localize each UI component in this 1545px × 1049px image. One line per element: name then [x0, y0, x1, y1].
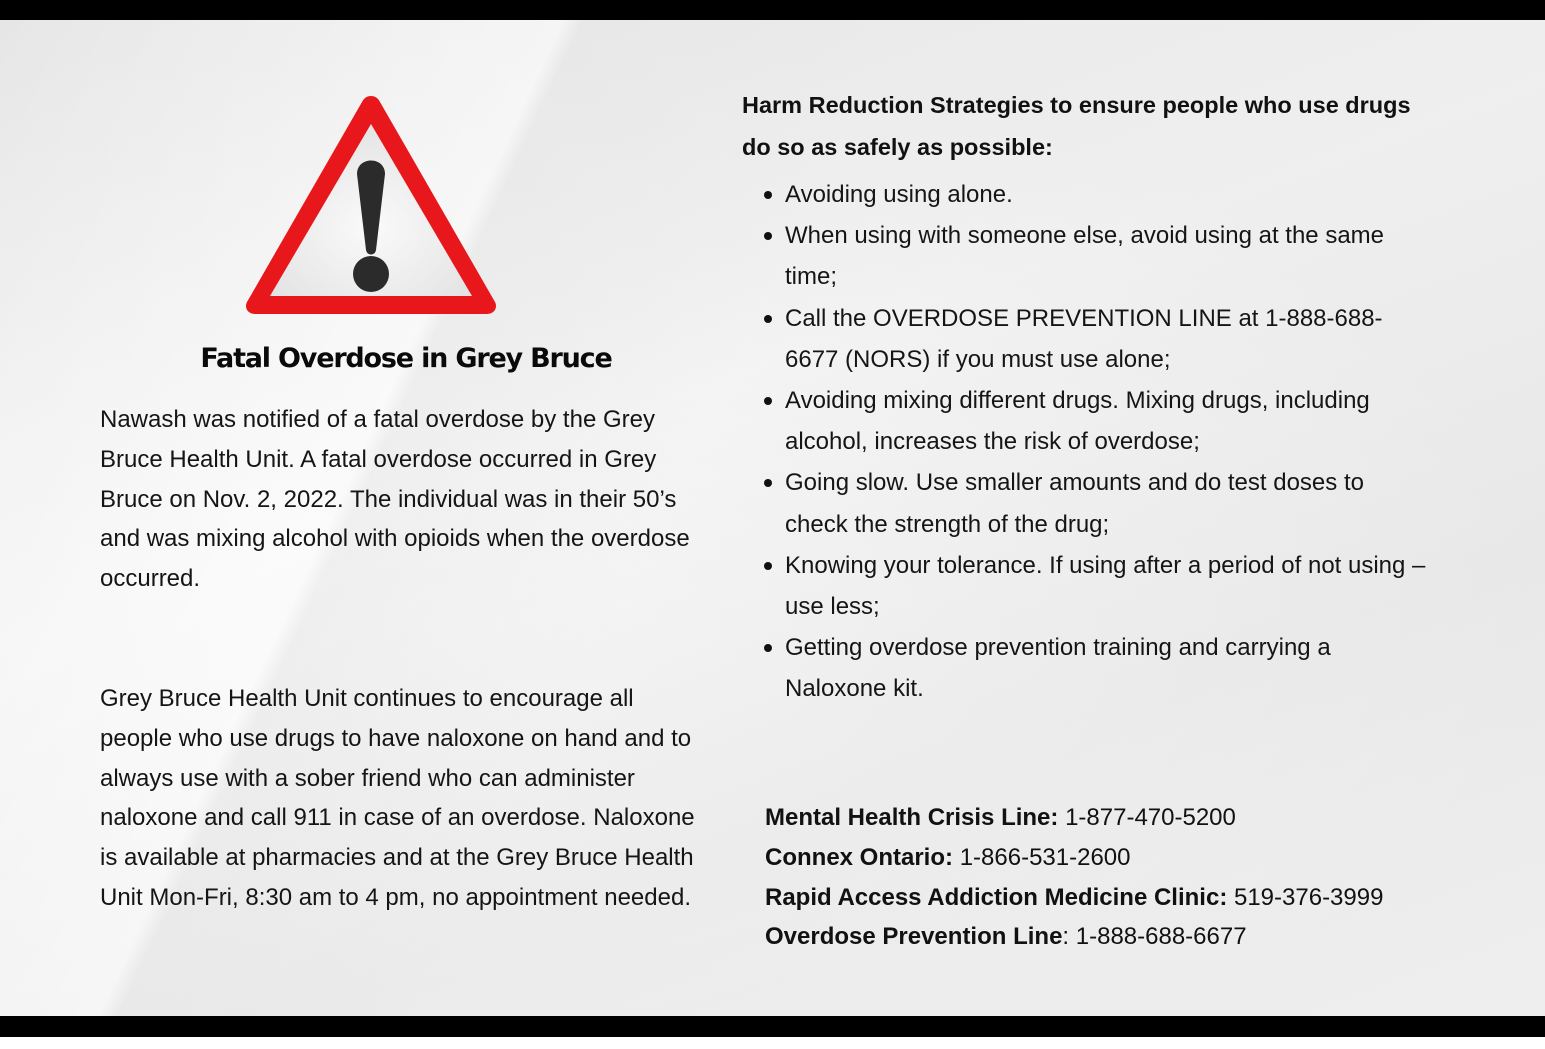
contact-connex-ontario [765, 838, 1525, 878]
strategy-text: When using with someone else, avoid using at the same time; [785, 222, 1385, 291]
naloxone-paragraph: Grey Bruce Health Unit continues to encourage all people who use drugs to have naloxone on hand and to always use with a sober friend who can administer naloxone and call 911 in case of an overdose. Naloxone is available at pharmacies and at the Grey Bruce Health Unit Mon-Fri, 8:30 am to 4 pm, no appointment needed. [100, 685, 695, 911]
strategy-text: Call the OVERDOSE PREVENTION LINE at 1-888-688-6677 (NORS) if you must use alone; [785, 304, 1383, 373]
strategy-item [742, 380, 1432, 462]
contact-overdose-prevention-line [765, 917, 1525, 957]
contact-number: 1-888-688-6677 [1075, 923, 1247, 951]
strategy-item [742, 298, 1432, 380]
contact-label: Rapid Access Addiction Medicine Clinic: [765, 883, 1228, 911]
contact-list [765, 798, 1525, 957]
top-frame-bar [0, 0, 1545, 20]
strategy-item [742, 174, 1432, 215]
bullet-icon [764, 479, 772, 487]
contact-mental-health-crisis-line [765, 798, 1525, 838]
strategy-item [742, 545, 1432, 627]
contact-number: 1-866-531-2600 [959, 843, 1131, 871]
bottom-frame-bar [0, 1016, 1545, 1037]
contact-label: Connex Ontario: [765, 843, 954, 871]
bullet-icon [764, 397, 772, 405]
contact-number: 1-877-470-5200 [1065, 804, 1236, 831]
incident-paragraph: Nawash was notified of a fatal overdose by the Grey Bruce Health Unit. A fatal overdose occurred in Grey Bruce on Nov. 2, 2022. The individual was in their 50’s and was mixing alcohol with opioids when the overdose occurred. [100, 406, 690, 593]
strategy-item [742, 627, 1432, 709]
strategies-list [742, 174, 1432, 710]
bullet-icon [764, 191, 772, 199]
bullet-icon [764, 562, 772, 570]
contact-rapid-access-clinic [765, 878, 1525, 918]
strategy-text: Avoiding mixing different drugs. Mixing drugs, including alcohol, increases the risk of overdose; [785, 387, 1370, 456]
contact-separator: : [1062, 923, 1070, 951]
strategy-text: Avoiding using alone. [785, 181, 1013, 208]
strategy-item [742, 462, 1432, 544]
contact-label: Overdose Prevention Line [765, 923, 1063, 951]
contact-label: Mental Health Crisis Line: [765, 804, 1059, 831]
strategy-text: Knowing your tolerance. If using after a period of not using – use less; [785, 551, 1426, 621]
strategy-item [742, 215, 1432, 297]
bullet-icon [764, 315, 772, 323]
exclamation-dot [353, 256, 389, 292]
bullet-icon [764, 644, 772, 652]
strategies-heading: Harm Reduction Strategies to ensure people who use drugs do so as safely as possible: [742, 92, 1411, 160]
warning-triangle-exclamation-icon [240, 90, 502, 318]
page-title: Fatal Overdose in Grey Bruce [200, 343, 612, 374]
bullet-icon [764, 232, 772, 240]
contact-number: 519-376-3999 [1233, 883, 1384, 911]
strategy-text: Getting overdose prevention training and carrying a Naloxone kit. [785, 634, 1331, 703]
strategy-text: Going slow. Use smaller amounts and do test doses to check the strength of the drug; [785, 469, 1364, 538]
